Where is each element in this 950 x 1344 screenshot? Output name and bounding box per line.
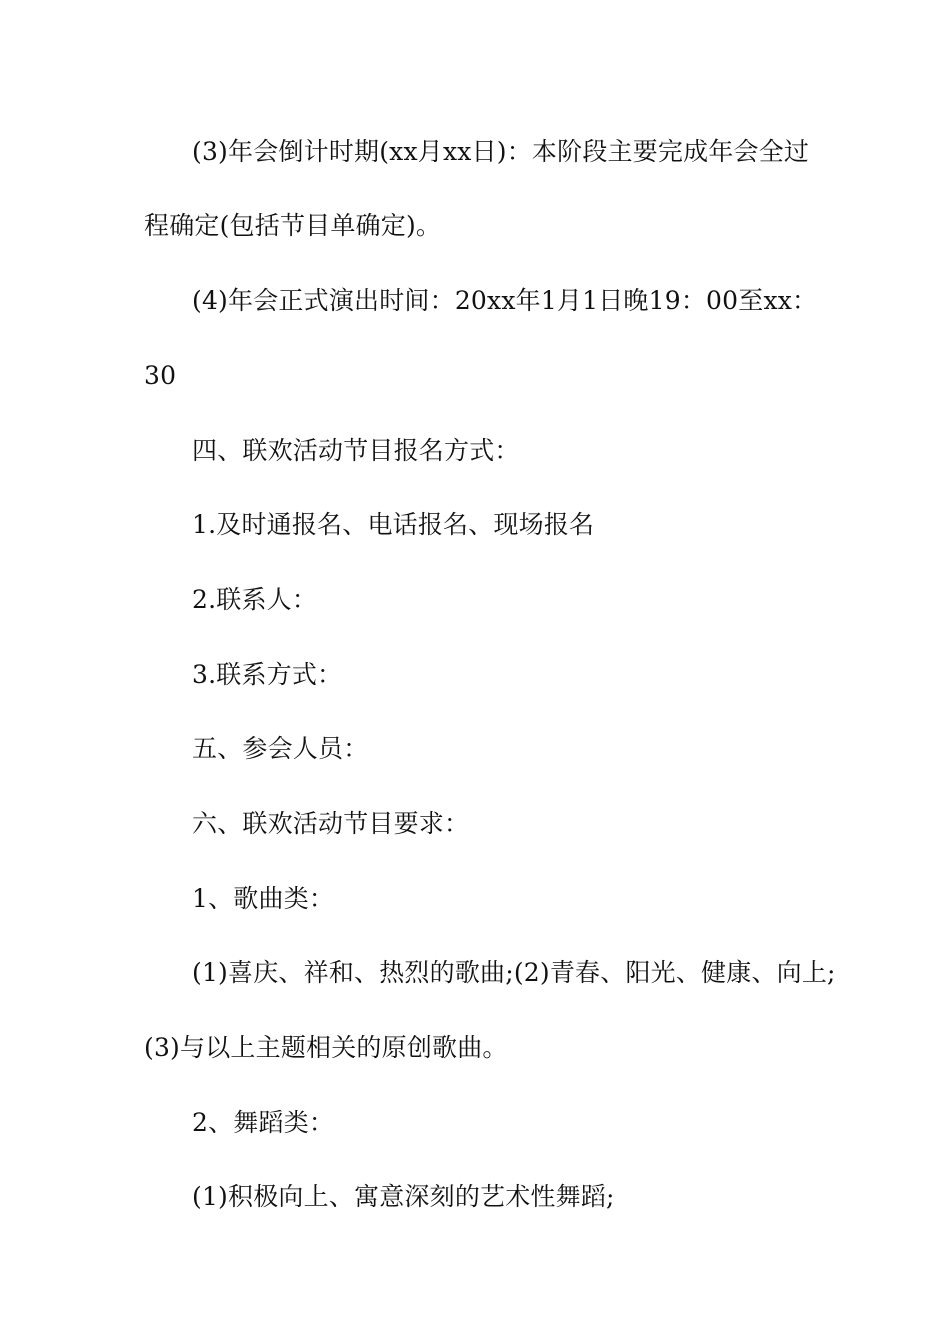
subheading-songs: 1、歌曲类： (192, 884, 335, 913)
list-item-contact-method: 3.联系方式： (192, 660, 343, 689)
paragraph-song-requirements-continued: (3)与以上主题相关的原创歌曲。 (144, 1033, 508, 1062)
section-heading-program-requirements: 六、联欢活动节目要求： (192, 809, 470, 838)
paragraph-countdown-period-continued: 程确定(包括节目单确定)。 (144, 211, 442, 240)
list-item-contact-person: 2.联系人： (192, 585, 318, 614)
paragraph-dance-requirements: (1)积极向上、寓意深刻的艺术性舞蹈; (192, 1182, 615, 1211)
paragraph-performance-time-continued: 30 (144, 361, 177, 390)
list-item-registration-methods: 1.及时通报名、电话报名、现场报名 (192, 510, 595, 539)
paragraph-song-requirements: (1)喜庆、祥和、热烈的歌曲;(2)青春、阳光、健康、向上; (192, 958, 836, 987)
section-heading-registration: 四、联欢活动节目报名方式： (192, 436, 520, 465)
subheading-dance: 2、舞蹈类： (192, 1108, 335, 1137)
paragraph-countdown-period: (3)年会倒计时期(xx月xx日)：本阶段主要完成年会全过 (192, 137, 810, 166)
paragraph-performance-time: (4)年会正式演出时间：20xx年1月1日晚19：00至xx： (192, 286, 818, 315)
section-heading-participants: 五、参会人员： (192, 734, 369, 763)
